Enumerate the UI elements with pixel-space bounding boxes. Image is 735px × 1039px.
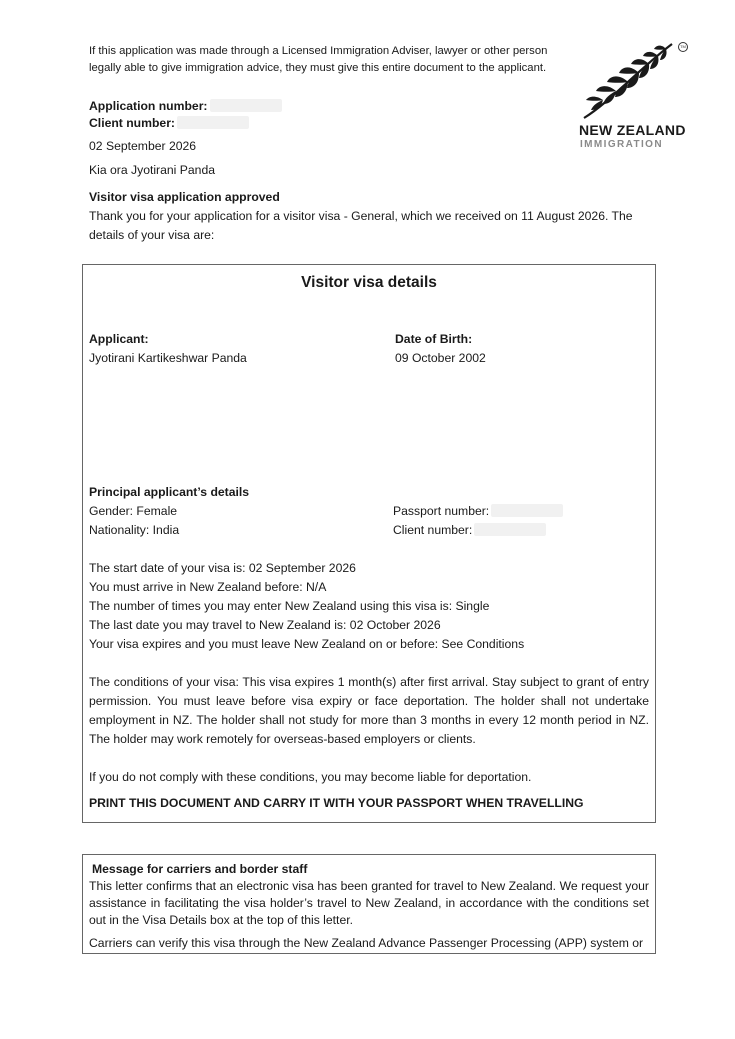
number-of-entries: The number of times you may enter New Zealand using this visa is: Single bbox=[89, 599, 490, 613]
redacted-principal-client-number bbox=[474, 523, 546, 536]
nationality: Nationality: India bbox=[89, 523, 180, 537]
passport-number bbox=[393, 502, 563, 521]
passport-number-label: Passport number: bbox=[393, 504, 490, 518]
trademark-symbol: TM bbox=[678, 42, 688, 52]
application-number-label: Application number: bbox=[89, 99, 208, 113]
deportation-warning: If you do not comply with these conditions, you may become liable for deportation. bbox=[89, 770, 532, 784]
logo-subtitle: IMMIGRATION bbox=[580, 139, 663, 150]
redacted-passport-number bbox=[491, 504, 563, 517]
visa-start-date: The start date of your visa is: 02 September 2026 bbox=[89, 561, 356, 575]
greeting: Kia ora Jyotirani Panda bbox=[89, 163, 216, 177]
visa-conditions: The conditions of your visa: This visa expires 1 month(s) after first arrival. Stay subject to grant of entry permission. You must leave before visa expiry or face deportation. The holder shall not undertake employment in NZ. The holder shall not study for more than 3 months in every 12 month period in NZ. The holder may work remotely for overseas-based employers or clients. bbox=[89, 675, 649, 746]
dob-label: Date of Birth: bbox=[395, 332, 473, 346]
carriers-message-box bbox=[82, 854, 656, 954]
principal-client-number-label: Client number: bbox=[393, 523, 473, 537]
dob-value: 09 October 2002 bbox=[395, 351, 486, 365]
nz-immigration-logo bbox=[578, 40, 688, 155]
principal-heading: Principal applicant’s details bbox=[89, 485, 250, 499]
last-travel-date: The last date you may travel to New Zealand is: 02 October 2026 bbox=[89, 618, 441, 632]
applicant-name: Jyotirani Kartikeshwar Panda bbox=[89, 351, 247, 365]
redacted-application-number bbox=[210, 99, 282, 112]
carriers-heading: Message for carriers and border staff bbox=[92, 862, 308, 876]
carriers-paragraph-2: Carriers can verify this visa through the New Zealand Advance Passenger Processing (APP) system or bbox=[89, 936, 644, 950]
principal-client-number bbox=[393, 521, 546, 540]
adviser-notice: If this application was made through a Licensed Immigration Adviser, lawyer or other person legally able to give immigration advice, they must give this entire document to the applicant. bbox=[89, 45, 548, 74]
print-notice: PRINT THIS DOCUMENT AND CARRY IT WITH YOUR PASSPORT WHEN TRAVELLING bbox=[89, 796, 584, 810]
gender: Gender: Female bbox=[89, 504, 178, 518]
silver-fern-icon bbox=[578, 40, 678, 122]
letter-date: 02 September 2026 bbox=[89, 139, 197, 153]
arrive-before: You must arrive in New Zealand before: N/A bbox=[89, 580, 327, 594]
redacted-client-number bbox=[177, 116, 249, 129]
client-number-label: Client number: bbox=[89, 116, 175, 130]
client-number bbox=[89, 114, 249, 133]
visa-details-box bbox=[82, 264, 656, 823]
visa-expiry: Your visa expires and you must leave New Zealand on or before: See Conditions bbox=[89, 637, 525, 651]
approval-heading: Visitor visa application approved bbox=[89, 190, 280, 204]
logo-title: NEW ZEALAND bbox=[579, 122, 686, 138]
visa-details-title: Visitor visa details bbox=[301, 274, 437, 291]
applicant-label: Applicant: bbox=[89, 332, 149, 346]
carriers-paragraph-1: This letter confirms that an electronic visa has been granted for travel to New Zealand. We request your assistance in facilitating the visa holder’s travel to New Zealand, in accordance with the conditions set out in the Visa Details box at the top of this letter. bbox=[89, 879, 649, 927]
approval-body: Thank you for your application for a visitor visa - General, which we received on 11 August 2026. The details of your visa are: bbox=[89, 209, 633, 242]
